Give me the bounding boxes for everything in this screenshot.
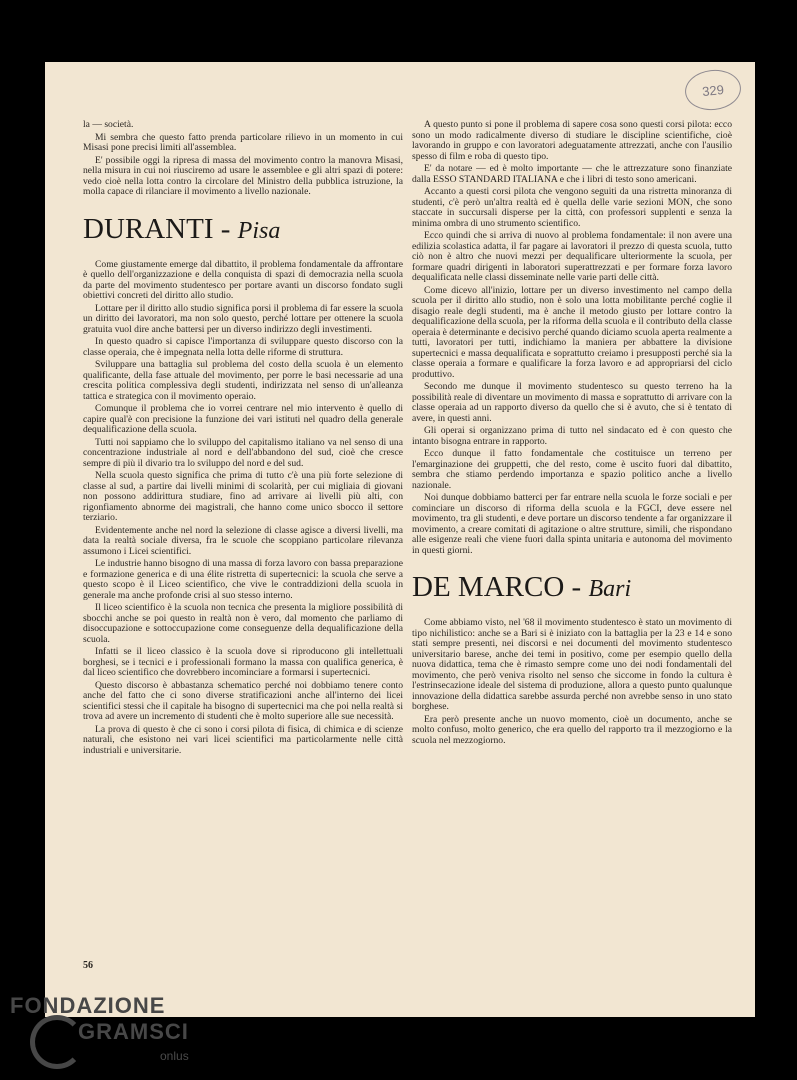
paragraph: Nella scuola questo significa che prima di tutto c'è una più forte selezione di classe al sud, a partire dai livelli minimi di scolarità, per cui migliaia di giovani non possono addirittura studiare, fino ad arrivare ai livelli più alti, con rigonfiamento abnorme dei magistrali, che hanno come unico sbocco il settore terziario. (83, 470, 403, 523)
paragraph: In questo quadro si capisce l'importanza di sviluppare questo discorso con la classe operaia, che è impegnata nella lotta delle riforme di struttura. (83, 336, 403, 358)
paragraph: Come giustamente emerge dal dibattito, il problema fondamentale da affrontare è quello dell'organizzazione e della conquista di spazi di democrazia nella scuola da parte del movimento studentesco per portare avanti un discorso fondato sugli obiettivi concreti del diritto allo studio. (83, 258, 403, 301)
speaker-city: Bari (588, 576, 632, 602)
paragraph: Noi dunque dobbiamo batterci per far entrare nella scuola le forze sociali e per cominciare un discorso di riforma della scuola e la FGCI, deve essere nel movimento, tra gli studenti, e deve portare un discorso tendente a far organizzare il movimento, a creare comitati di agitazione o altre strutture, simili, che rispondano alle esigenze reali che viene fuori dalla spinta unitaria e autonoma del movimento in questi giorni. (412, 492, 732, 556)
paragraph: Ecco quindi che si arriva di nuovo al problema fondamentale: il non avere una edilizia scolastica adatta, il far pagare ai lavoratori il prezzo di questa scuola, tutto ciò non è altro che nuovi mezzi per dequalificare ulteriormente la scuola, per formare quadri dirigenti in laboratori superattrezzati e per formare forza lavoro dequalificata nelle classi disseminate nelle varie parti delle città. (412, 230, 732, 283)
paragraph: Tutti noi sappiamo che lo sviluppo del capitalismo italiano va nel senso di una concentrazione industriale al nord e dell'abbandono del sud, cioè che cresce sempre di più il divario tra lo sviluppo del nord e del sud. (83, 436, 403, 469)
paragraph: la — società. (83, 119, 134, 130)
paragraph: Come abbiamo visto, nel '68 il movimento studentesco è stato un movimento di tipo nichilistico: anche se a Bari si è iniziato con la battaglia per la 23 e 14 e sono stati sempre presenti, nei discorsi e nei documenti del movimento studentesco universitario barese, anche dei temi in positivo, come per esempio quello della nuova didattica, tema che è rimasto sempre come uno dei nodi fondamentali del movimento, che però veniva risolto nel senso che siccome in fondo la cultura è l'estrinsecazione ideale del sistema di produzione, allora a questo punto qualunque innovazione della didattica sarebbe assurda perché non avrebbe senso in uno stato borghese. (412, 617, 732, 712)
speaker-name: DURANTI (83, 212, 214, 245)
paragraph: E' da notare — ed è molto importante — che le attrezzature sono finanziate dalla ESSO STANDARD ITALIANA e che i libri di testo sono americani. (412, 163, 732, 185)
document-page (45, 62, 755, 1017)
paragraph: Infatti se il liceo classico è la scuola dove si riproducono gli intellettuali borghesi, se i tecnici e i professionali formano la massa con qualifica generica, è dal liceo scientifico che dovrebbero incominciare a formarsi i supertecnici. (83, 646, 403, 678)
paragraph: E' possibile oggi la ripresa di massa del movimento contro la manovra Misasi, nella misura in cui noi riusciremo ad usare le assemblee e gli altri spazi di potere: vedo cioè nella lotta contro la circolare del Ministro della pubblica istruzione, la molla capace di rilanciare il movimento a livello nazionale. (83, 154, 403, 197)
archive-stamp: 329 (683, 67, 743, 113)
right-column (412, 120, 732, 748)
speaker-city: Pisa (237, 217, 281, 244)
paragraph: Il liceo scientifico è la scuola non tecnica che presenta la migliore possibilità di sbocchi anche se poi questo in realtà non è vero, dal momento che parliamo di disoccupazione e sottoccupazione come conseguenze della dequalificazione della scuola. (83, 602, 403, 645)
paragraph: Mi sembra che questo fatto prenda particolare rilievo in un momento in cui Misasi pone precisi limiti all'assemblea. (83, 131, 403, 153)
heading-dash: - (564, 571, 589, 603)
paragraph: Era però presente anche un nuovo momento, cioè un documento, anche se molto confuso, molto generico, che era quello del rapporto tra il mezzogiorno e la scuola nel mezzogiorno. (412, 713, 732, 746)
logo-line-1: FONDAZIONE (10, 993, 166, 1018)
paragraph: La prova di questo è che ci sono i corsi pilota di fisica, di chimica e di scienze naturali, che esistono nei vari licei scientifici ma particolarmente nelle città industriali e universitarie. (83, 723, 403, 756)
paragraph: Ecco dunque il fatto fondamentale che costituisce un terreno per l'emarginazione dei gruppetti, che del resto, come è uscito fuori dal dibattito, sembra che stiamo perdendo importanza e spazio politico anche a livello nazionale. (412, 448, 732, 491)
paragraph: Come dicevo all'inizio, lottare per un diverso investimento nel campo della scuola per il diritto allo studio, non è solo una lotta mobilitante perché coglie il disagio reale degli studenti, ma è anche il metodo giusto per lottare contro la dequalificazione della scuola, per la riforma della scuola e il contributo della classe operaia è determinante e decisivo perché quando diciamo scuola aperta realmente a tutti, lavoratori per tutti, indichiamo la maniera per abbattere la divisione supertecnici e massa dequalificata e soprattutto creiamo i presupposti perché sia la classe operaia a formare e qualificare la forza lavoro e ad appropriarsi del ciclo produttivo. (412, 284, 732, 380)
paragraph: Secondo me dunque il movimento studentesco su questo terreno ha la possibilità reale di diventare un movimento di massa e soprattutto di arrivare con la classe operaia ad un rapporto diverso da quello che si è avuto, che si è tentato di avere, in questi anni. (412, 381, 732, 424)
paragraph: Comunque il problema che io vorrei centrare nel mio intervento è quello di capire qual'è con precisione la funzione dei vari istituti nel quadro della generale dequalificazione della scuola. (83, 403, 403, 435)
paragraph: Lottare per il diritto allo studio significa porsi il problema di far essere la scuola un diritto dei lavoratori, ma non solo questo, perché lottare per ottenere la scuola gratuita vuol dire anche battersi per un diverso indirizzo degli investimenti. (83, 302, 403, 335)
paragraph: Accanto a questi corsi pilota che vengono seguiti da una ristretta minoranza di studenti, c'è però un'altra realtà ed è quella delle varie sezioni MON, che sono staccate in succursali disperse per la città, con professori supplenti e senza la minima ombra di uno strumento scientifico. (412, 186, 732, 229)
paragraph: Gli operai si organizzano prima di tutto nel sindacato ed è con questo che intanto bisogna entrare in rapporto. (412, 425, 732, 447)
fondazione-gramsci-logo (0, 985, 300, 1080)
paragraph: Le industrie hanno bisogno di una massa di forza lavoro con bassa preparazione e formazione generica e di una élite ristretta di supertecnici: la scuola che serve a questo scopo è il Liceo scientifico, che vive le contraddizioni della scuola in generale ma anche profonde crisi al suo stesso interno. (83, 558, 403, 601)
paragraph: Evidentemente anche nel nord la selezione di classe agisce a diversi livelli, ma data la realtà sociale diversa, fra le scuole che scoppiano particolare rilevanza assumono i Licei scientifici. (83, 524, 403, 557)
speaker-name: DE MARCO (412, 571, 565, 603)
heading-dash: - (213, 212, 238, 245)
paragraph: A questo punto si pone il problema di sapere cosa sono questi corsi pilota: ecco sono un modo radicalmente diverso di studiare le discipline scientifiche, cioè lavorando in gruppo e con lavoratori adeguatamente attrezzati, anche con l'ausilio spesso di film e roba di questo tipo. (412, 119, 732, 162)
logo-line-3: onlus (160, 1049, 189, 1063)
page-number: 56 (83, 960, 93, 971)
logo-line-2: GRAMSCI (78, 1019, 189, 1044)
logo-ring-icon (30, 1015, 84, 1069)
speaker-heading (83, 212, 403, 248)
left-column (83, 120, 403, 758)
paragraph: Questo discorso è abbastanza schematico perché noi dobbiamo tenere conto anche del fatto che ci sono diverse stratificazioni anche all'interno dei licei scientifici stessi che il capitale ha bisogno di supertecnici ma che poi nella realtà si trova ad avere un incremento di studenti che è molto superiore alle sue necessità. (83, 679, 403, 722)
paragraph: Sviluppare una battaglia sul problema del costo della scuola è un elemento qualificante, della fase attuale del movimento, per porre le basi necessarie ad una crescita politica complessiva degli studenti, indirizzata nel senso di un'alleanza tattica e strategica con il movimento operaio. (83, 359, 403, 402)
speaker-heading (412, 570, 732, 606)
